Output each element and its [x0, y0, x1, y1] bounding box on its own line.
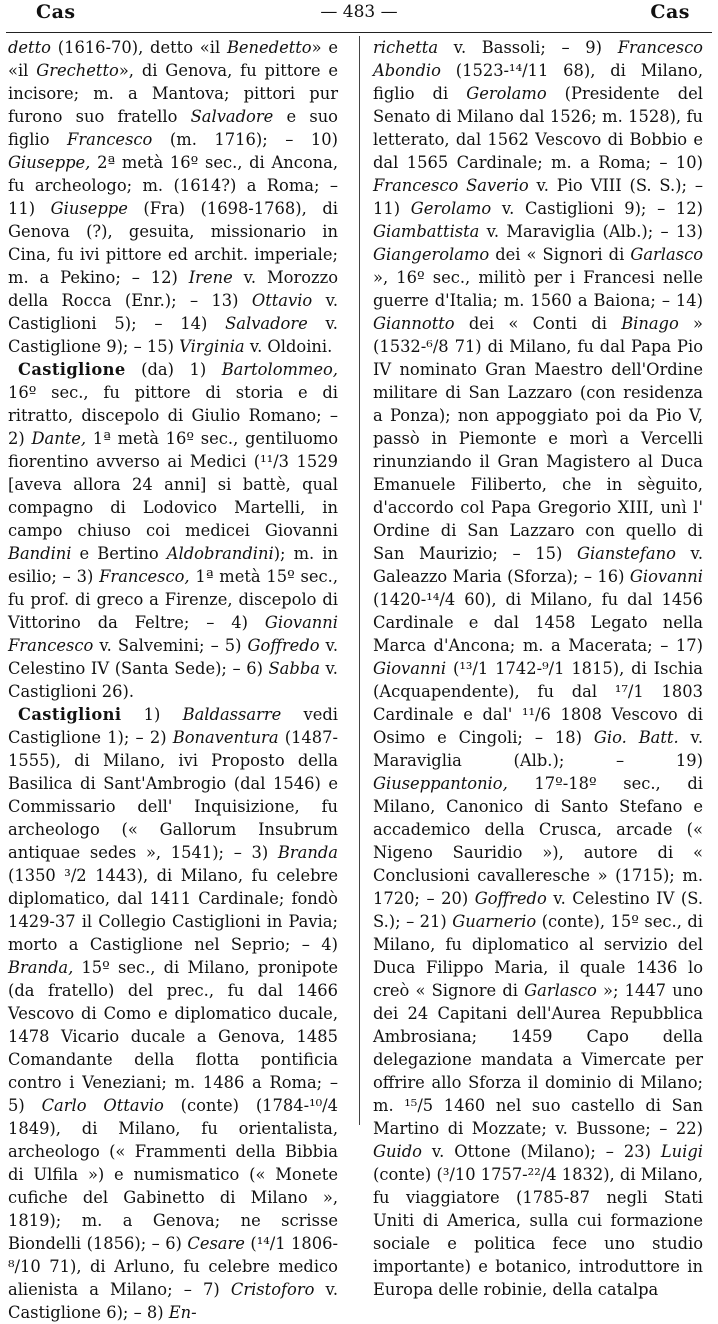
entry-text: v. Celestino IV (S. S.); – 21)	[373, 889, 703, 931]
italic-name: Giuseppe	[50, 199, 128, 218]
italic-name: Guarnerio	[452, 912, 537, 931]
italic-name: Salvadore	[190, 107, 274, 126]
running-head-right: Cas	[650, 1, 690, 23]
entry-text: v. Salvemini; – 5)	[93, 636, 248, 655]
italic-name: Giovanni	[629, 567, 703, 586]
italic-name: Branda	[277, 843, 338, 862]
entry-text: (da) 1)	[125, 360, 222, 379]
italic-name: Benedetto	[226, 38, 312, 57]
italic-name: En-	[168, 1303, 197, 1322]
italic-name: Francesco,	[99, 567, 190, 586]
italic-name: Giambattista	[373, 222, 480, 241]
entry-text: v. Oldoini.	[244, 337, 333, 356]
italic-name: Francesco	[67, 130, 153, 149]
entry-text: v. Celestino IV (Santa Sede); – 6)	[8, 636, 338, 678]
italic-name: Goffredo	[474, 889, 547, 908]
entry-headword: Castiglioni	[18, 705, 122, 724]
italic-name: Francesco Saverio	[373, 176, 529, 195]
entry-text: 16º sec., fu pittore di storia e di ritratto, discepolo di Giulio Romano; – 2)	[8, 383, 338, 448]
italic-name: Guido	[373, 1142, 422, 1161]
entry-text: e Bertino	[71, 544, 167, 563]
entry-text: (¹³/1 1742-⁹/1 1815), di Ischia (Acquapendente), fu dal ¹⁷/1 1803 Cardinale e dal' ¹¹/6 1808 Vescovo di Osimo e Cingoli; – 18)	[373, 659, 703, 747]
entry-text: v. Maraviglia (Alb.); – 13)	[479, 222, 703, 241]
entry-text: (conte) (³/10 1757-²²/4 1832), di Milano, fu viaggiatore (1785-87 negli Stati Uniti di America, sulla cui formazione sociale e politica fece uno studio importante) e botanico, introduttore in Europa delle robinie, della catalpa	[373, 1165, 703, 1299]
italic-name: Branda,	[8, 958, 74, 977]
italic-name: Giangerolamo	[373, 245, 490, 264]
italic-name: Dante,	[31, 429, 87, 448]
entry-headword: Castiglione	[18, 360, 126, 379]
entry-text: v. Morozzo della Rocca (Enr.); – 13)	[8, 268, 338, 310]
entry-text: (m. 1716); – 10)	[152, 130, 338, 149]
entry-text: (conte) (1784-¹⁰/4 1849), di Milano, fu orientalista, archeologo (« Frammenti della Bibbia di Ulfila ») e numismatico (« Monete cufiche del Gabinetto di Milano », 1819); m. a Genova; ne scrisse Biondelli (1856); – 6)	[8, 1096, 339, 1253]
italic-name: Gerolamo	[410, 199, 492, 218]
entry-text: 2ª metà 16º sec., di Ancona, fu archeologo; m. (1614?) a Roma; – 11)	[8, 153, 338, 218]
italic-name: Salvadore	[225, 314, 308, 333]
entry-text: (1487-1555), di Milano, ivi Proposto della Basilica di Sant'Ambrogio (dal 1546) e Commissario dell' Inquisizione, fu archeologo (« Gallorum Insubrum antiquae sedes », 1541); – 3)	[8, 728, 339, 862]
italic-name: Carlo Ottavio	[41, 1096, 164, 1115]
left-column	[8, 36, 338, 1324]
page-number: — 483 —	[320, 2, 398, 22]
entry-text: dei « Signori di	[489, 245, 631, 264]
entry-text: 1ª metà 16º sec., gentiluomo fiorentino avverso ai Medici (¹¹/3 1529 [aveva allora 24 anni] si battè, qual compagno di Lodovico Martelli, in campo chiuso coi medicei Giovanni	[8, 429, 339, 540]
entry-text: vedi Castiglione 1); – 2)	[8, 705, 338, 747]
entry-text: 1ª metà 15º sec., fu prof. di greco a Firenze, discepolo di Vittorino da Feltre; – 4)	[8, 567, 339, 632]
right-column	[373, 36, 703, 1301]
italic-name: Giuseppantonio,	[373, 774, 508, 793]
italic-name: Ottavio	[251, 291, 313, 310]
entry-text: v. Pio VIII (S. S.); – 11)	[373, 176, 703, 218]
entry-text: v. Bassoli; – 9)	[438, 38, 618, 57]
entry-text: »; 1447 uno dei 24 Capitani dell'Aurea Repubblica Ambrosiana; 1459 Capo della delegazione mandata a Vimercate per offrire allo Sforza il dominio di Milano; m. ¹⁵/5 1460 nel suo castello di San Martino di Mozzate; v. Bussone; – 22)	[373, 981, 703, 1138]
entry-text: v. Galeazzo Maria (Sforza); – 16)	[373, 544, 703, 586]
italic-name: Gianstefano	[576, 544, 676, 563]
entry-text: (Fra) (1698-1768), di Genova (?), gesuita, missionario in Cina, fu ivi pittore ed archit. imperiale; m. a Pekino; – 12)	[8, 199, 338, 287]
entry-text: » e «il	[8, 38, 338, 80]
italic-name: Cesare	[187, 1234, 245, 1253]
italic-name: Sabba	[268, 659, 320, 678]
italic-name: Francesco Abondio	[373, 38, 703, 80]
entry-text: (Presidente del Senato di Milano dal 1526; m. 1528), fu letterato, dal 1562 Vescovo di Bobbio e dal 1565 Cardinale; m. a Roma; – 10)	[373, 84, 703, 172]
entry-text: v. Castiglione 6); – 8)	[8, 1280, 338, 1322]
italic-name: Giovanni	[373, 659, 447, 678]
italic-name: Goffredo	[247, 636, 320, 655]
italic-name: Binago	[621, 314, 679, 333]
entry-text: 1)	[121, 705, 183, 724]
italic-name: Giuseppe,	[8, 153, 91, 172]
italic-name: Garlasco	[630, 245, 703, 264]
italic-name: Bartolommeo,	[221, 360, 338, 379]
entry-text: v. Castiglioni 9); – 12)	[491, 199, 703, 218]
italic-name: Aldobrandini	[166, 544, 274, 563]
entry-text: », di Genova, fu pittore e incisore; m. a Mantova; pittori pur furono suo fratello	[8, 61, 338, 126]
entry-text: (1420-¹⁴/4 60), di Milano, fu dal 1456 Cardinale e dal 1458 Legato nella Marca d'Ancona; m. a Macerata; – 17)	[373, 590, 703, 655]
entry-text: (¹⁴/1 1806-⁸/10 71), di Arluno, fu celebre medico alienista a Milano; – 7)	[8, 1234, 338, 1299]
dictionary-entry	[8, 358, 338, 703]
italic-name: richetta	[373, 38, 439, 57]
page-header	[6, 0, 712, 33]
entry-text: ); m. in esilio; – 3)	[8, 544, 338, 586]
italic-name: Gerolamo	[466, 84, 547, 103]
entry-text: v. Ottone (Milano); – 23)	[421, 1142, 661, 1161]
italic-name: Bonaventura	[172, 728, 279, 747]
entry-text: v. Maraviglia (Alb.); – 19)	[373, 728, 703, 770]
entry-text: v. Castiglioni 26).	[8, 659, 338, 701]
entry-continuation	[8, 36, 338, 358]
column-divider	[359, 36, 360, 1125]
entry-text: 15º sec., di Milano, pronipote (da fratello) del prec., fu dal 1466 Vescovo di Como e diplomatico ducale, 1478 Vicario ducale a Genova, 1485 Comandante della flotta pontificia contro i Veneziani; m. 1486 a Roma; – 5)	[8, 958, 338, 1115]
italic-name: detto	[8, 38, 51, 57]
italic-name: Irene	[188, 268, 233, 287]
italic-name: Virginia	[179, 337, 245, 356]
italic-name: Bandini	[8, 544, 72, 563]
italic-name: Giovanni Francesco	[8, 613, 338, 655]
entry-text: (1616-70), detto «il	[50, 38, 227, 57]
italic-name: Grechetto	[36, 61, 119, 80]
dictionary-entry	[8, 703, 338, 1324]
entry-text: 17º-18º sec., di Milano, Canonico di Santo Stefano e accademico della Crusca, arcade (« Nigeno Sauridio »), autore di « Conclusioni cavalleresche » (1715); m. 1720; – 20)	[373, 774, 703, 908]
entry-text: e suo figlio	[8, 107, 338, 149]
entry-text: v. Castiglioni 5); – 14)	[8, 291, 339, 333]
entry-text: v. Castiglione 9); – 15)	[8, 314, 338, 356]
italic-name: Baldassarre	[182, 705, 282, 724]
entry-continuation	[373, 36, 703, 1301]
running-head-left: Cas	[36, 1, 76, 23]
entry-text: (conte), 15º sec., di Milano, fu diplomatico al servizio del Duca Filippo Maria, il quale 1436 lo creò « Signore di	[373, 912, 703, 1000]
italic-name: Gio. Batt.	[593, 728, 679, 747]
italic-name: Garlasco	[524, 981, 597, 1000]
entry-text: » (1532-⁶/8 71) di Milano, fu dal Papa Pio IV nominato Gran Maestro dell'Ordine militare di San Lazzaro (con residenza a Ponza); non appoggiato poi da Pio V, passò in Piemonte e morì a Vercelli rinunziando il Gran Magistero al Duca Emanuele Filiberto, che in sèguito, d'accordo col Papa Gregorio XIII, unì l' Ordine di San Lazzaro con quello di San Maurizio; – 15)	[373, 314, 703, 563]
entry-text: (1350 ³/2 1443), di Milano, fu celebre diplomatico, dal 1411 Cardinale; fondò 1429-37 il Collegio Castiglioni in Pavia; morto a Castiglione nel Seprio; – 4)	[8, 866, 338, 954]
entry-text: (1523-¹⁴/11 68), di Milano, figlio di	[373, 61, 703, 103]
italic-name: Giannotto	[373, 314, 455, 333]
entry-text: », 16º sec., militò per i Francesi nelle guerre d'Italia; m. 1560 a Baiona; – 14)	[373, 268, 703, 310]
entry-text: dei « Conti di	[454, 314, 622, 333]
italic-name: Luigi	[660, 1142, 703, 1161]
italic-name: Cristoforo	[230, 1280, 315, 1299]
